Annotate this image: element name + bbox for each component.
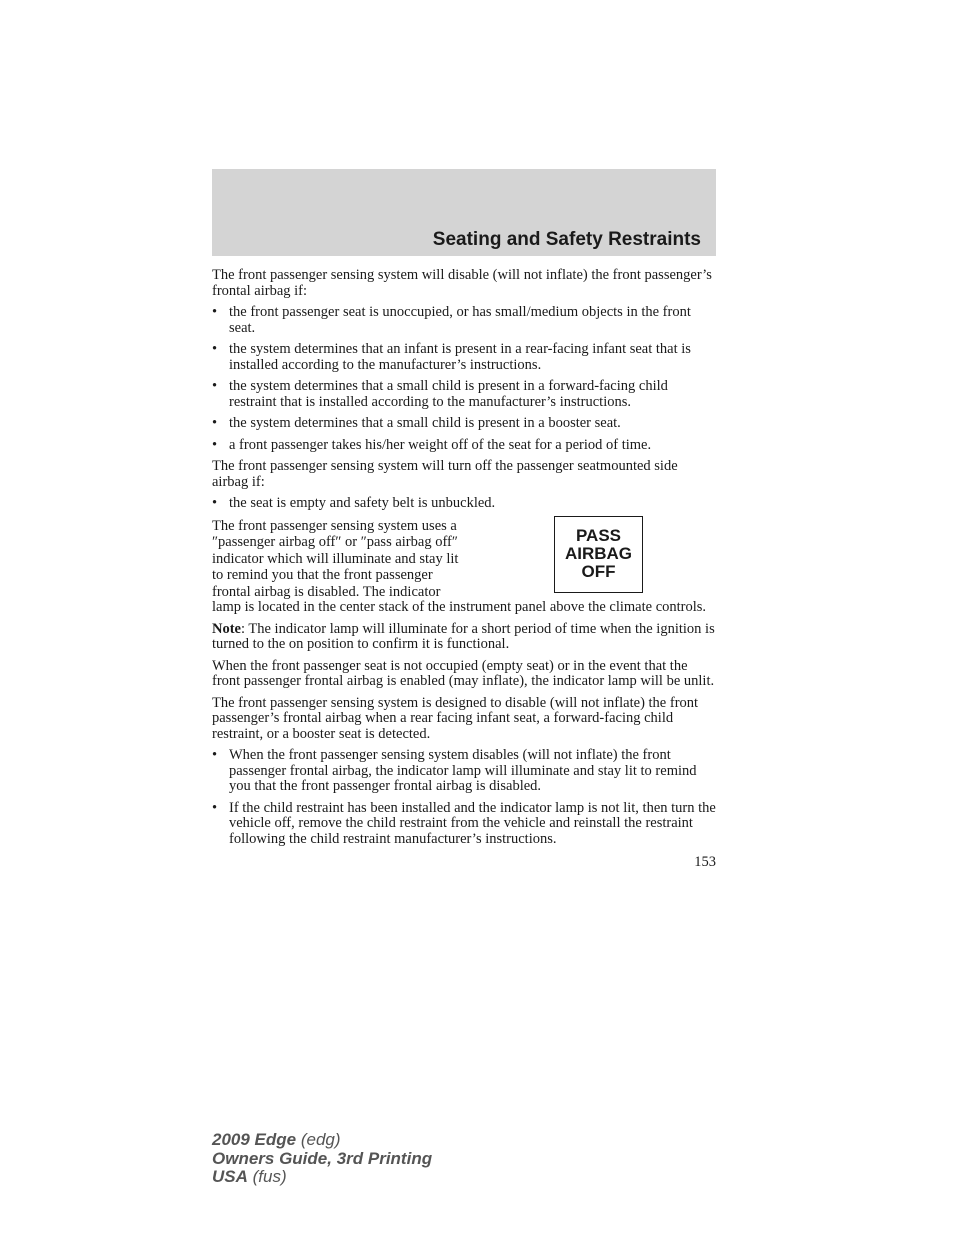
- footer-line-model: 2009 Edge (edg): [212, 1130, 341, 1149]
- side-airbag-conditions-list: [212, 496, 716, 512]
- paragraph-disable-intro: The front passenger sensing system will disable (will not inflate) the front passenger’s frontal airbag if:: [212, 267, 712, 299]
- page-content: [212, 268, 716, 871]
- document-footer: [212, 1131, 432, 1187]
- bullet-icon: •: [212, 495, 218, 511]
- bullet-icon: •: [212, 304, 218, 320]
- list-item: • the system determines that a small child is present in a booster seat.: [212, 415, 621, 431]
- list-item: • a front passenger takes his/her weight off of the seat for a period of time.: [212, 436, 652, 453]
- bullet-icon: •: [212, 436, 218, 453]
- paragraph-indicator: The front passenger sensing system uses a ″passenger airbag off″ or ″pass airbag off″ indicator which will illuminate and stay lit to remind you that the front passenger frontal airbag is disabled. The indicator: [212, 517, 459, 600]
- badge-line: AIRBAG: [564, 544, 633, 563]
- paragraph-design: The front passenger sensing system is designed to disable (will not inflate) the front passenger’s frontal airbag when a rear facing infant seat, a forward-facing child restraint, or a booster seat is detected.: [212, 694, 699, 742]
- section-title: Seating and Safety Restraints: [432, 229, 701, 250]
- paragraph-side-airbag-intro: The front passenger sensing system will turn off the passenger seatmounted side airbag if:: [212, 458, 678, 490]
- list-item: • the system determines that an infant is present in a rear-facing infant seat that is installed according to the manufacturer’s instructions.: [212, 341, 691, 373]
- list-item: • If the child restraint has been installed and the indicator lamp is not lit, then turn the vehicle off, remove the child restraint from the vehicle and reinstall the restraint following the child restraint manufacturer’s instructions.: [212, 799, 716, 847]
- list-item: • the front passenger seat is unoccupied, or has small/medium objects in the front seat.: [212, 304, 691, 336]
- bullet-icon: •: [212, 341, 218, 357]
- bullet-icon: •: [212, 747, 218, 763]
- list-item: • the system determines that a small child is present in a forward-facing child restraint that is installed according to the manufacturer’s instructions.: [212, 378, 668, 410]
- footer-line-market: USA (fus): [212, 1167, 287, 1186]
- footer-line-guide: Owners Guide, 3rd Printing: [212, 1148, 433, 1168]
- indicator-behavior-list: [212, 748, 716, 847]
- badge-line: OFF: [581, 562, 616, 581]
- badge-line: PASS: [575, 526, 622, 545]
- bullet-icon: •: [212, 415, 218, 431]
- paragraph-unlit: When the front passenger seat is not occupied (empty seat) or in the event that the front passenger frontal airbag is enabled (may inflate), the indicator lamp will be unlit.: [212, 657, 715, 689]
- pass-airbag-off-icon: [554, 516, 643, 593]
- list-item: • the seat is empty and safety belt is unbuckled.: [212, 495, 496, 511]
- disable-conditions-list: [212, 305, 716, 453]
- section-header: [212, 169, 716, 256]
- bullet-icon: •: [212, 378, 218, 394]
- note-paragraph: Note: The indicator lamp will illuminate for a short period of time when the ignition is turned to the on position to confirm it is functional.: [212, 620, 715, 652]
- page-number: 153: [694, 854, 716, 870]
- note-label: Note: [212, 620, 241, 637]
- paragraph-indicator-continued: lamp is located in the center stack of the instrument panel above the climate controls.: [212, 599, 707, 615]
- indicator-section: [212, 518, 716, 601]
- list-item: • When the front passenger sensing system disables (will not inflate) the front passenger frontal airbag, the indicator lamp will illuminate and stay lit to remind you that the front passenger frontal airbag is disabled.: [212, 747, 697, 794]
- bullet-icon: •: [212, 799, 218, 816]
